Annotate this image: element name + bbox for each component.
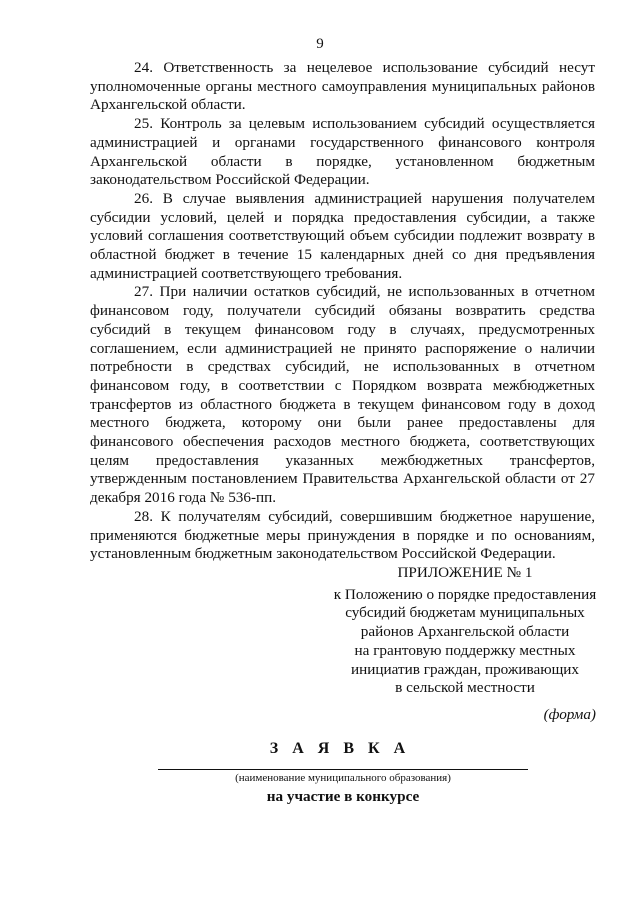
- municipality-field-note: (наименование муниципального образования): [235, 772, 451, 784]
- page-number: 9: [316, 36, 324, 52]
- paragraph-27: 27. При наличии остатков субсидий, не использованных в отчетном финансовом году, получатели субсидий обязаны возвратить средства субсидий в текущем финансовом году в случаях, предусмотренных соглашением, если администрацией не принято распоряжение о наличии потребности в средствах субсидий, не использованных в отчетном финансовом году, в соответствии с Порядком возврата межбюджетных трансфертов из областного бюджета в текущем финансовом году в доход местного бюджета, которому они были ранее предоставлены для финансового обеспечения расходов местного бюджета, соответствующих целям предоставления указанных межбюджетных трансфертов, утвержденным постановлением Правительства Архангельской области от 27 декабря 2016 года № 536-пп.: [90, 283, 595, 507]
- appendix-line: районов Архангельской области: [360, 623, 570, 641]
- municipality-fill-line: [158, 769, 528, 770]
- paragraph-28: 28. К получателям субсидий, совершившим бюджетное нарушение, применяются бюджетные меры принуждения в порядке и по основаниям, установленным бюджетным законодательством Российской Федерации.: [90, 507, 595, 563]
- paragraph-24: 24. Ответственность за нецелевое использование субсидий несут уполномоченные органы местного самоуправления муниципальных районов Архангельской области.: [90, 59, 595, 114]
- appendix-line: субсидий бюджетам муниципальных: [345, 604, 585, 622]
- application-subtitle: на участие в конкурсе: [266, 788, 420, 805]
- form-label: (форма): [543, 706, 596, 723]
- application-heading: З А Я В К А: [269, 740, 411, 757]
- appendix-line: в сельской местности: [395, 679, 535, 697]
- appendix-line: инициатив граждан, проживающих: [351, 660, 579, 678]
- appendix-header: [320, 564, 610, 698]
- appendix-line: на грантовую поддержку местных: [354, 641, 576, 659]
- appendix-title: ПРИЛОЖЕНИЕ № 1: [397, 564, 533, 581]
- regulation-body: [90, 59, 595, 564]
- paragraph-26: 26. В случае выявления администрацией нарушения получателем субсидии условий, целей и порядка предоставления субсидии, а также условий соглашения соответствующий объем субсидии подлежит возврату в областной бюджет в течение 15 календарных дней со дня предъявления администрацией соответствующего требования.: [90, 189, 595, 282]
- appendix-line: к Положению о порядке предоставления: [333, 585, 597, 603]
- paragraph-25: 25. Контроль за целевым использованием субсидий осуществляется администрацией и органами государственного финансового контроля Архангельской области в порядке, установленном бюджетным законодательством Российской Федерации.: [90, 115, 595, 189]
